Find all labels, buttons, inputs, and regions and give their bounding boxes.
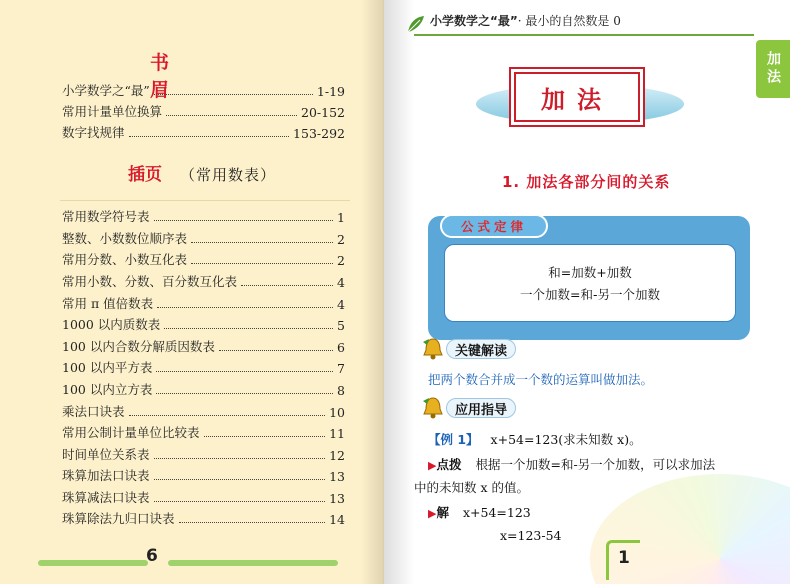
footer-bar [38,560,148,566]
insert-item-label: 整数、小数数位顺序表 [62,231,188,246]
key-reading-text: 把两个数合并成一个数的运算叫做加法。 [428,372,654,387]
insert-item [62,354,345,376]
formula-line: 一个加数=和-另一个加数 [520,287,660,302]
insert-item-label: 时间单位关系表 [62,447,150,462]
hint-line [428,455,715,473]
insert-item [62,419,345,441]
leader-dots [241,285,333,286]
bell-icon [420,336,446,362]
leader-dots [191,242,333,243]
page-number: 6 [146,546,158,566]
bookmark-item-label: 数字找规律 [62,125,125,140]
insert-item-page: 7 [337,361,345,376]
bookmark-item-label: 小学数学之“最” [62,83,150,98]
triangle-icon: ▶ [428,507,437,520]
insert-item-page: 4 [337,275,345,290]
insert-item-label: 100 以内合数分解质因数表 [62,339,215,354]
solution-step-2: x=123-54 [500,528,562,543]
insert-item [62,505,345,527]
insert-item [62,311,345,333]
insert-item-label: 常用小数、分数、百分数互化表 [62,274,238,289]
insert-subtitle: （常用数表） [180,166,277,184]
insert-item [62,290,345,312]
solution-line [428,503,531,521]
footer-bar [168,560,338,566]
bookmark-item [62,77,345,99]
insert-item [62,441,345,463]
hint-text: 根据一个加数=和-另一个加数，可以求加法 [475,457,716,472]
bookmark-title: 书 眉 [150,52,204,101]
insert-item-label: 常用分数、小数互化表 [62,252,188,267]
formula-line: 和=加数+加数 [548,265,632,280]
running-head-title: 小学数学之“最” [430,14,518,28]
insert-item [62,225,345,247]
insert-item-label: 1000 以内质数表 [62,317,161,332]
leader-dots [154,94,313,95]
insert-item-label: 乘法口诀表 [62,404,125,419]
leader-dots [129,415,326,416]
leader-dots [154,458,326,459]
leader-dots [156,371,333,372]
spine-shadow-left [361,0,383,584]
leader-dots [191,263,333,264]
insert-item-page: 6 [337,340,345,355]
insert-heading [128,160,276,185]
header-rule [414,34,754,36]
bookmark-item [62,98,345,120]
example-line [428,430,642,448]
leader-dots [154,479,326,480]
running-head-subtitle: · 最小的自然数是 0 [517,14,621,28]
page-number: 1 [618,548,630,568]
insert-item [62,462,345,484]
insert-item [62,333,345,355]
insert-item-page: 2 [337,253,345,268]
example-tag: 【例 1】 [428,432,479,447]
insert-title: 插页 [128,165,162,185]
leader-dots [129,136,290,137]
spine-shadow-right [384,0,414,584]
divider [60,200,350,201]
insert-item-page: 12 [329,448,345,463]
insert-item-page: 14 [329,512,345,527]
insert-item-label: 常用 π 值倍数表 [62,296,154,311]
insert-item-label: 常用公制计量单位比较表 [62,425,200,440]
application-heading: 应用指导 [446,398,516,418]
bookmark-item [62,119,345,141]
insert-item [62,246,345,268]
insert-item [62,398,345,420]
insert-item [62,376,345,398]
insert-item-page: 13 [329,491,345,506]
bookmark-item-page: 153-292 [293,126,345,141]
bookmark-item-label: 常用计量单位换算 [62,104,163,119]
side-tab: 加法 [756,40,790,98]
key-reading-heading: 关键解读 [446,339,516,359]
formula-tag: 公式定律 [440,214,548,238]
insert-item-page: 2 [337,232,345,247]
insert-item-page: 4 [337,297,345,312]
leader-dots [154,501,326,502]
leader-dots [156,393,333,394]
hint-label: 点拨 [436,457,462,472]
insert-item-label: 100 以内立方表 [62,382,153,397]
left-page [0,0,384,584]
insert-item [62,203,345,225]
insert-item [62,484,345,506]
formula-box [444,244,736,322]
insert-item-label: 珠算加法口诀表 [62,468,150,483]
insert-item-label: 常用数学符号表 [62,209,150,224]
leader-dots [219,350,333,351]
hint-line-2: 中的未知数 x 的值。 [414,480,529,495]
running-head [430,12,621,29]
leader-dots [166,115,297,116]
leader-dots [179,522,326,523]
insert-item-label: 珠算除法九归口诀表 [62,511,175,526]
leader-dots [157,307,333,308]
insert-item-page: 1 [337,210,345,225]
leader-dots [154,220,334,221]
insert-item-page: 10 [329,405,345,420]
bookmark-item-page: 1-19 [316,84,345,99]
leaf-icon [406,14,426,34]
insert-item-label: 珠算减法口诀表 [62,490,150,505]
insert-item-page: 13 [329,469,345,484]
leader-dots [204,436,326,437]
insert-item-label: 100 以内平方表 [62,360,153,375]
insert-item-page: 8 [337,383,345,398]
section-title: 1. 加法各部分间的关系 [502,173,671,191]
insert-item-page: 11 [329,426,345,441]
right-page [384,0,790,584]
triangle-icon: ▶ [428,459,437,472]
leader-dots [164,328,333,329]
chapter-title: 加法 [514,72,640,122]
insert-item-page: 5 [337,318,345,333]
bell-icon [420,395,446,421]
solution-step-1: x+54=123 [462,505,531,520]
solution-label: 解 [436,505,449,520]
example-text: x+54=123(求未知数 x)。 [490,432,642,447]
bookmark-item-page: 20-152 [301,105,345,120]
insert-item [62,268,345,290]
